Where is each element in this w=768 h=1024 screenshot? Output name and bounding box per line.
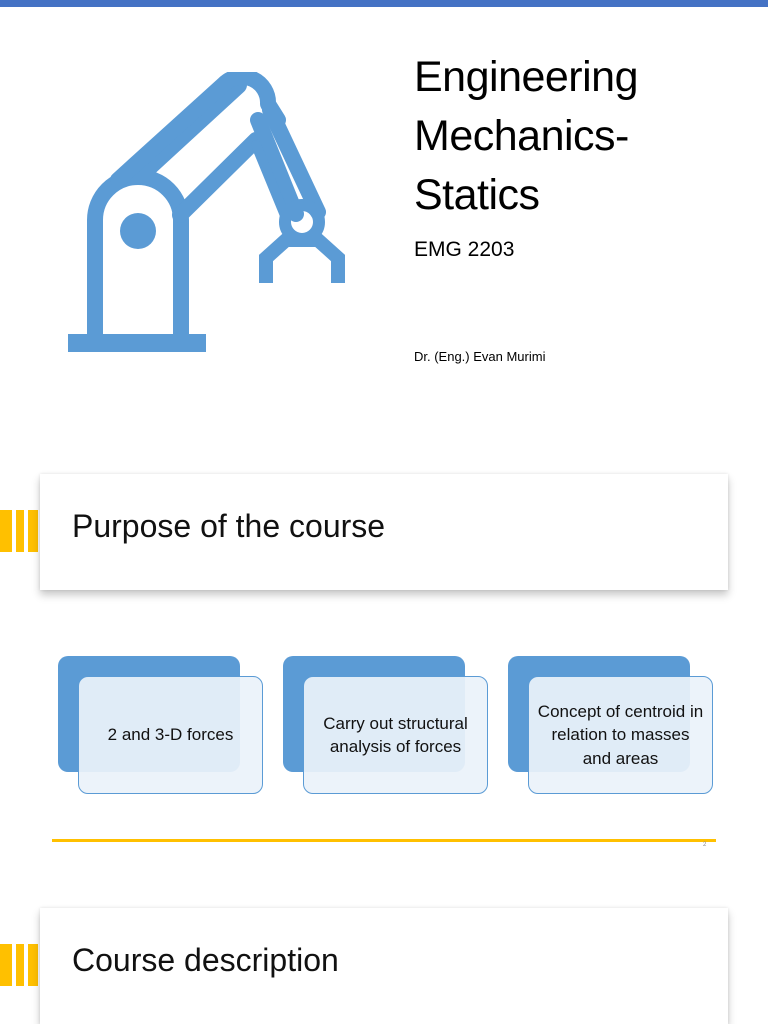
page-number: 2 [703, 842, 707, 848]
robot-arm-icon [62, 72, 352, 362]
author-name: Dr. (Eng.) Evan Murimi [414, 349, 546, 364]
title-line-3: Statics [414, 171, 540, 219]
title-line-2: Mechanics- [414, 112, 629, 160]
card-label: Carry out structural analysis of forces [323, 713, 468, 756]
purpose-card-1 [58, 656, 263, 794]
heading-accent-bars [0, 944, 40, 986]
card-label: Concept of centroid in relation to masses and areas [537, 701, 704, 768]
heading-accent-bars [0, 510, 40, 552]
card-front-shape [528, 676, 713, 794]
purpose-heading-box [40, 474, 728, 590]
slide-title [414, 48, 754, 225]
title-block [414, 48, 754, 225]
course-description-heading-box [40, 908, 728, 1024]
top-accent-bar [0, 0, 768, 7]
course-description-heading: Course description [72, 942, 339, 978]
course-code: EMG 2203 [414, 238, 515, 261]
purpose-heading: Purpose of the course [72, 508, 386, 544]
card-label: 2 and 3-D forces [107, 725, 234, 745]
purpose-card-3 [508, 656, 713, 794]
slide-divider [52, 839, 716, 842]
card-front-shape [78, 676, 263, 794]
card-front-shape [303, 676, 488, 794]
purpose-card-2 [283, 656, 488, 794]
title-line-1: Engineering [414, 53, 639, 101]
